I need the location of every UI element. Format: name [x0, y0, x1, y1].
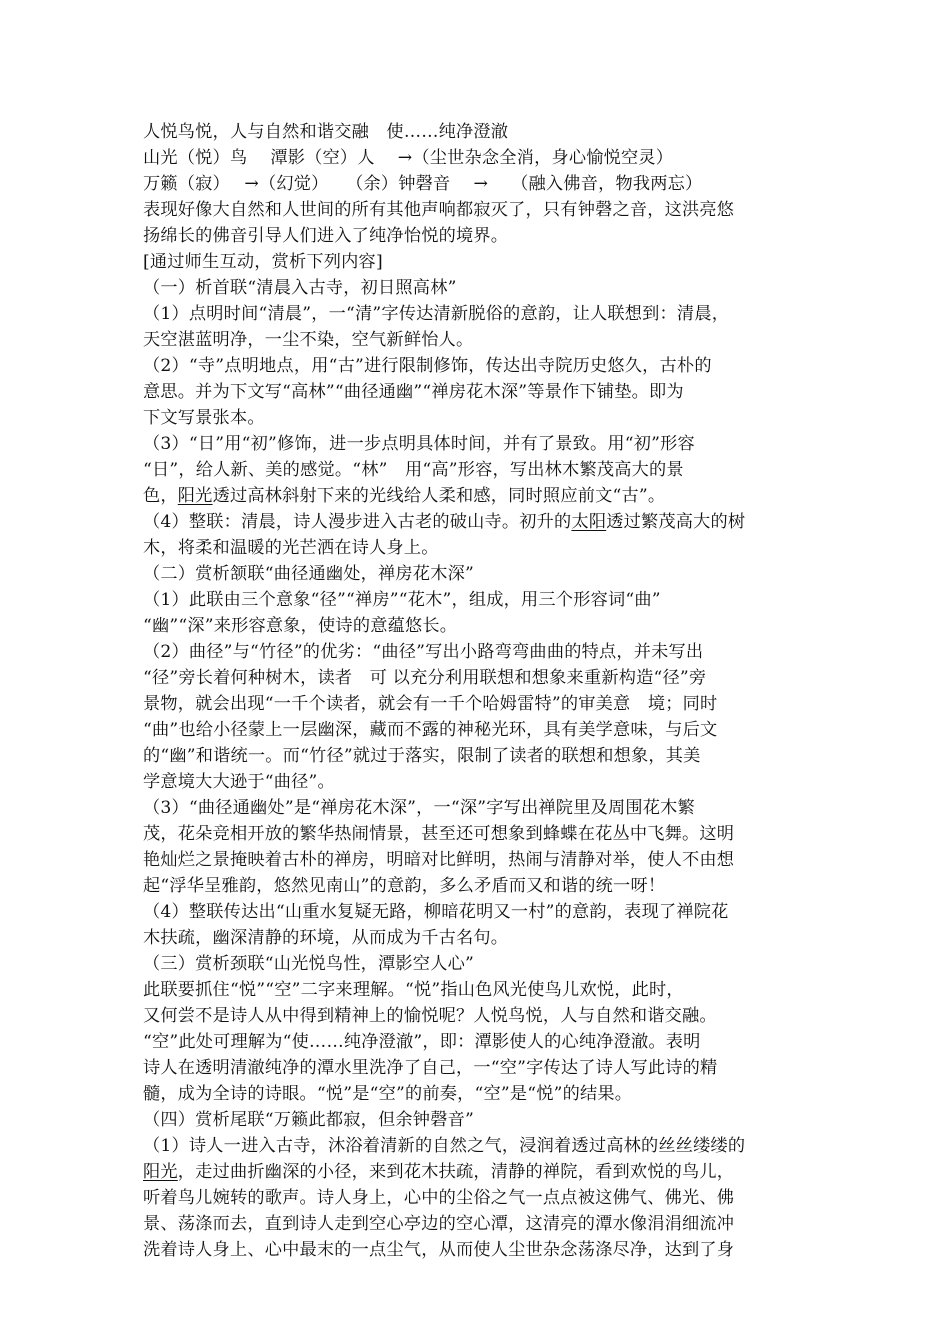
text-line — [143, 795, 823, 821]
text-line — [143, 1237, 823, 1263]
text-line — [143, 925, 823, 951]
text-line — [143, 249, 823, 275]
line-text: （1）此联由三个意象“径”“禅房”“花木”，组成，用三个形容词“曲” — [143, 590, 661, 610]
line-text: （3）“曲径通幽处”是“禅房花木深”，一“深”字写出禅院里及周围花木繁 — [143, 798, 695, 818]
line-text: （一）析首联“清晨入古寺，初日照高林” — [143, 278, 457, 298]
line-text: 透过繁茂高大的树 — [606, 512, 746, 532]
text-line — [143, 561, 823, 587]
text-line — [143, 327, 823, 353]
line-text: 山光（悦）鸟 潭影（空）人 →（尘世杂念全消，身心愉悦空灵） — [143, 148, 674, 168]
line-text: 扬绵长的佛音引导人们进入了纯净怡悦的境界。 — [143, 226, 509, 246]
text-line — [143, 977, 823, 1003]
line-text: 万籁（寂） →（幻觉） （余）钟磬音 → （融入佛音，物我两忘） — [143, 174, 703, 194]
line-text: 起“浮华呈雅韵，悠然见南山”的意韵，多么矛盾而又和谐的统一呀！ — [143, 876, 666, 896]
text-line — [143, 1081, 823, 1107]
line-text: （四）赏析尾联“万籁此都寂，但余钟磬音” — [143, 1110, 474, 1130]
line-text: （2）曲径”与“竹径”的优劣：“曲径”写出小路弯弯曲曲的特点，并未写出 — [143, 642, 704, 662]
line-text: 洗着诗人身上、心中最末的一点尘气，从而使人尘世杂念荡涤尽净，达到了身 — [143, 1240, 735, 1260]
underlined-term: 阳光 — [143, 1162, 178, 1182]
line-text: 色， — [143, 486, 178, 506]
text-line — [143, 405, 823, 431]
line-text: 景、荡涤而去，直到诗人走到空心亭边的空心潭，这清亮的潭水像涓涓细流冲 — [143, 1214, 735, 1234]
line-text: 又何尝不是诗人从中得到精神上的愉悦呢？人悦鸟悦，人与自然和谐交融。 — [143, 1006, 717, 1026]
line-text: （二）赏析颔联“曲径通幽处，禅房花木深” — [143, 564, 474, 584]
line-text: 天空湛蓝明净，一尘不染，空气新鲜怡人。 — [143, 330, 474, 350]
line-text: 人悦鸟悦，人与自然和谐交融 使……纯净澄澈 — [143, 122, 509, 142]
line-text: 木扶疏，幽深清静的环境，从而成为千古名句。 — [143, 928, 509, 948]
line-text: 表现好像大自然和人世间的所有其他声响都寂灭了，只有钟磬之音，这洪亮悠 — [143, 200, 735, 220]
line-text: 髓，成为全诗的诗眼。“悦”是“空”的前奏，“空”是“悦”的结果。 — [143, 1084, 633, 1104]
text-line — [143, 457, 823, 483]
text-line — [143, 769, 823, 795]
line-text: （三）赏析颈联“山光悦鸟性，潭影空人心” — [143, 954, 474, 974]
text-line — [143, 379, 823, 405]
line-text: （4）整联传达出“山重水复疑无路，柳暗花明又一村”的意韵，表现了禅院花 — [143, 902, 729, 922]
line-text: 茂，花朵竞相开放的繁华热闹情景，甚至还可想象到蜂蝶在花丛中飞舞。这明 — [143, 824, 735, 844]
text-line — [143, 275, 823, 301]
line-text: （4）整联：清晨，诗人漫步进入古老的破山寺。初升的 — [143, 512, 572, 532]
text-line — [143, 509, 823, 535]
text-line — [143, 873, 823, 899]
text-line — [143, 1055, 823, 1081]
line-text: “径”旁长着何种树木，读者 可 以充分利用联想和想象来重新构造“径”旁 — [143, 668, 707, 688]
text-line — [143, 1029, 823, 1055]
text-line — [143, 847, 823, 873]
line-text: 木，将柔和温暖的光芒洒在诗人身上。 — [143, 538, 439, 558]
text-line — [143, 145, 823, 171]
line-text: 意思。并为下文写“高林”“曲径通幽”“禅房花木深”等景作下铺垫。即为 — [143, 382, 684, 402]
text-line — [143, 743, 823, 769]
text-line — [143, 119, 823, 145]
text-line — [143, 691, 823, 717]
line-text: 诗人在透明清澈纯净的潭水里洗净了自己，一“空”字传达了诗人写此诗的精 — [143, 1058, 718, 1078]
line-text: （3）“日”用“初”修饰，进一步点明具体时间，并有了景致。用“初”形容 — [143, 434, 695, 454]
text-line — [143, 613, 823, 639]
text-line — [143, 431, 823, 457]
text-line — [143, 951, 823, 977]
text-line — [143, 821, 823, 847]
line-text: “曲”也给小径蒙上一层幽深，藏而不露的神秘光环，具有美学意味，与后文 — [143, 720, 718, 740]
line-text: 听着鸟儿婉转的歌声。诗人身上，心中的尘俗之气一点点被这佛气、佛光、佛 — [143, 1188, 735, 1208]
text-line — [143, 1159, 823, 1185]
text-line — [143, 223, 823, 249]
line-text: “幽”“深”来形容意象，使诗的意蕴悠长。 — [143, 616, 458, 636]
line-text: 透过高林斜射下来的光线给人柔和感，同时照应前文“古”。 — [212, 486, 666, 506]
line-text: 的“幽”和谐统一。而“竹径”就过于落实，限制了读者的联想和想象，其美 — [143, 746, 701, 766]
text-line — [143, 535, 823, 561]
line-text: 景物，就会出现“一千个读者，就会有一千个哈姆雷特”的审美意 境；同时 — [143, 694, 718, 714]
line-text: （1）诗人一进入古寺，沐浴着清新的自然之气，浸润着透过高林的丝丝缕缕的 — [143, 1136, 746, 1156]
line-text: 学意境大大逊于“曲径”。 — [143, 772, 335, 792]
text-line — [143, 639, 823, 665]
line-text: “日”，给人新、美的感觉。“林” 用“高”形容，写出林木繁茂高大的景 — [143, 460, 684, 480]
line-text: [通过师生互动，赏析下列内容] — [143, 252, 383, 272]
text-line — [143, 171, 823, 197]
text-line — [143, 353, 823, 379]
text-line — [143, 483, 823, 509]
text-line — [143, 197, 823, 223]
line-text: （2）“寺”点明地点，用“古”进行限制修饰，传达出寺院历史悠久，古朴的 — [143, 356, 712, 376]
text-line — [143, 1107, 823, 1133]
line-text: 艳灿烂之景掩映着古朴的禅房，明暗对比鲜明，热闹与清静对举，使人不由想 — [143, 850, 735, 870]
text-line — [143, 899, 823, 925]
text-line — [143, 301, 823, 327]
text-line — [143, 1185, 823, 1211]
line-text: 此联要抓住“悦”“空”二字来理解。“悦”指山色风光使鸟儿欢悦，此时， — [143, 980, 684, 1000]
text-line — [143, 665, 823, 691]
document-body — [143, 119, 823, 1263]
text-line — [143, 1003, 823, 1029]
line-text: 下文写景张本。 — [143, 408, 265, 428]
text-line — [143, 717, 823, 743]
underlined-term: 阳光 — [177, 486, 213, 506]
underlined-term: 太阳 — [571, 512, 607, 532]
line-text: “空”此处可理解为“使……纯净澄澈”，即：潭影使人的心纯净澄澈。表明 — [143, 1032, 701, 1052]
line-text: ，走过曲折幽深的小径，来到花木扶疏，清静的禅院，看到欢悦的鸟儿， — [177, 1162, 735, 1182]
text-line — [143, 1211, 823, 1237]
text-line — [143, 587, 823, 613]
line-text: （1）点明时间“清晨”，一“清”字传达清新脱俗的意韵，让人联想到：清晨， — [143, 304, 730, 324]
text-line — [143, 1133, 823, 1159]
